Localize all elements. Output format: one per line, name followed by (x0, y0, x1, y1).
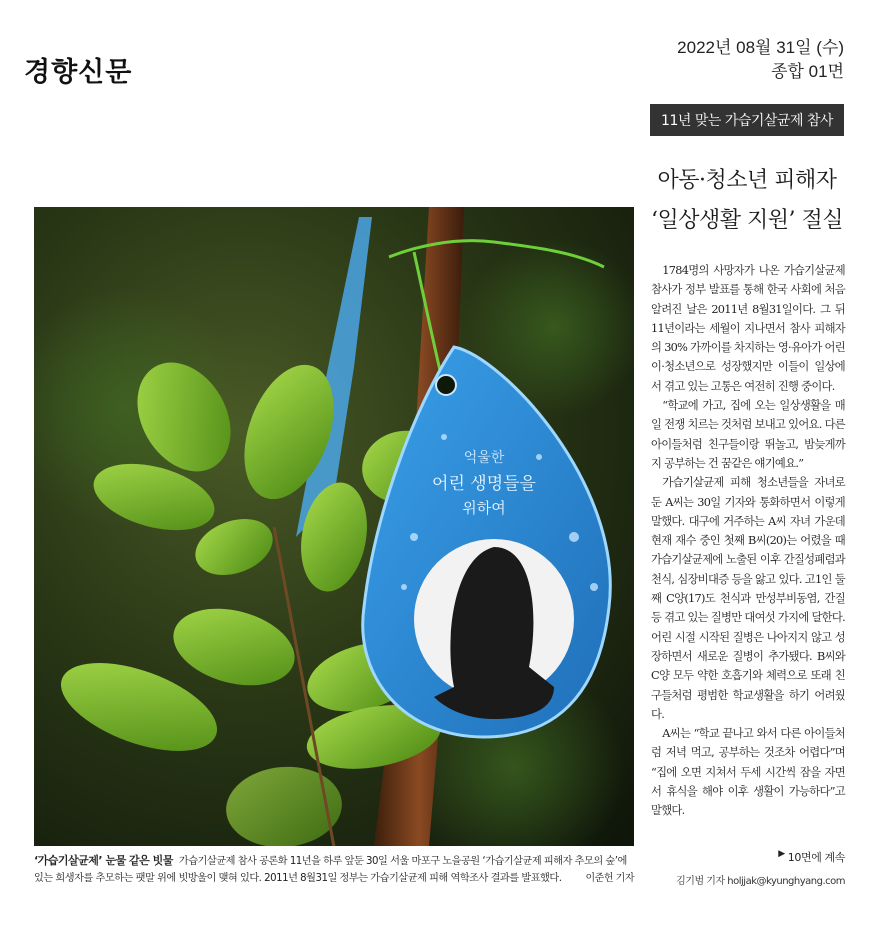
page-label: 종합 01면 (771, 62, 844, 81)
headline-line-2: ‘일상생활 지원’ 절실 (651, 208, 843, 233)
section-tag: 11년 맞는 가습기살균제 참사 (650, 104, 844, 136)
reporter-byline: 김기범 기자 holjjak@kyunghyang.com (676, 876, 845, 887)
article-paragraph: A씨는 “학교 끝나고 와서 다른 아이들처럼 저녁 먹고, 공부하는 것조차 어렵다”며 “집에 오면 지쳐서 두세 시간씩 잠을 자면서 휴식을 해야 이후 생활이 가능하다”고 말했다. (651, 727, 845, 818)
tag-text-line-2: 어린 생명들을 (432, 474, 536, 494)
newspaper-masthead: 경향신문 (24, 57, 133, 88)
photo-illustration (34, 207, 634, 846)
main-photo (34, 207, 634, 846)
issue-date: 2022년 08월 31일 (수) (677, 38, 844, 57)
photo-credit: 이준헌 기자 (585, 873, 634, 884)
tag-text-line-3: 위하여 (462, 499, 506, 517)
caption-title: ‘가습기살균제’ 눈물 같은 빗물 (34, 854, 173, 867)
article-paragraph: “학교에 가고, 집에 오는 일상생활을 매일 전쟁 치르는 것처럼 보내고 있어요. 다른 아이들처럼 친구들이랑 뛰놀고, 밤늦게까지 공부하는 건 꿈같은 얘기예요.” (651, 399, 845, 470)
article-paragraph: 1784명의 사망자가 나온 가습기살균제 참사가 정부 발표를 통해 한국 사회에 처음 알려진 날은 2011년 8월31일이다. 그 뒤 11년이라는 세월이 지나면서 참사 피해자의 30% 가까이를 차지하는 영·유아가 어린이·청소년으로 성장했지만 이들이 일상에서 겪고 있는 고통은 여전히 진행 중이다. (651, 264, 845, 393)
continued-label: 10면에 계속 (787, 851, 845, 864)
article-body (651, 261, 845, 821)
article-paragraph: 가습기살균제 피해 청소년들을 자녀로 둔 A씨는 30일 기자와 통화하면서 이렇게 말했다. 대구에 거주하는 A씨 자녀 가운데 현재 재수 중인 첫째 B씨(20)는 어렸을 때 가습기살균제에 노출된 이후 간질성폐렴과 천식, 심장비대증 등을 앓고 있다. 고1인 둘째 C양(17)도 천식과 만성부비동염, 간질 등 겪고 있는 질병만 대여섯 가지에 달한다. 어린 시절 시작된 질병은 나아지지 않고 성장하면서 새로운 질병이 추가됐다. B씨와 C양 모두 약한 호흡기와 체력으로 또래 친구들처럼 평범한 학교생활을 하기 어려웠다. (651, 476, 845, 721)
triangle-right-icon: ▶ (778, 849, 785, 859)
headline-line-1: 아동·청소년 피해자 (657, 168, 837, 193)
caption-text: 가습기살균제 참사 공론화 11년을 하루 앞둔 30일 서울 마포구 노을공원 ‘가습기살균제 피해자 추모의 숲’에 있는 희생자를 추모하는 팻말 위에 빗방울이 맺혀 있다. 2011년 8월31일 정부는 가습기살균제 피해 역학조사 결과를 발표했다. (34, 856, 627, 884)
dateline (677, 36, 844, 84)
tag-text-line-1: 억울한 (463, 450, 505, 466)
photo-caption (34, 852, 634, 887)
continued-link[interactable] (651, 849, 845, 865)
